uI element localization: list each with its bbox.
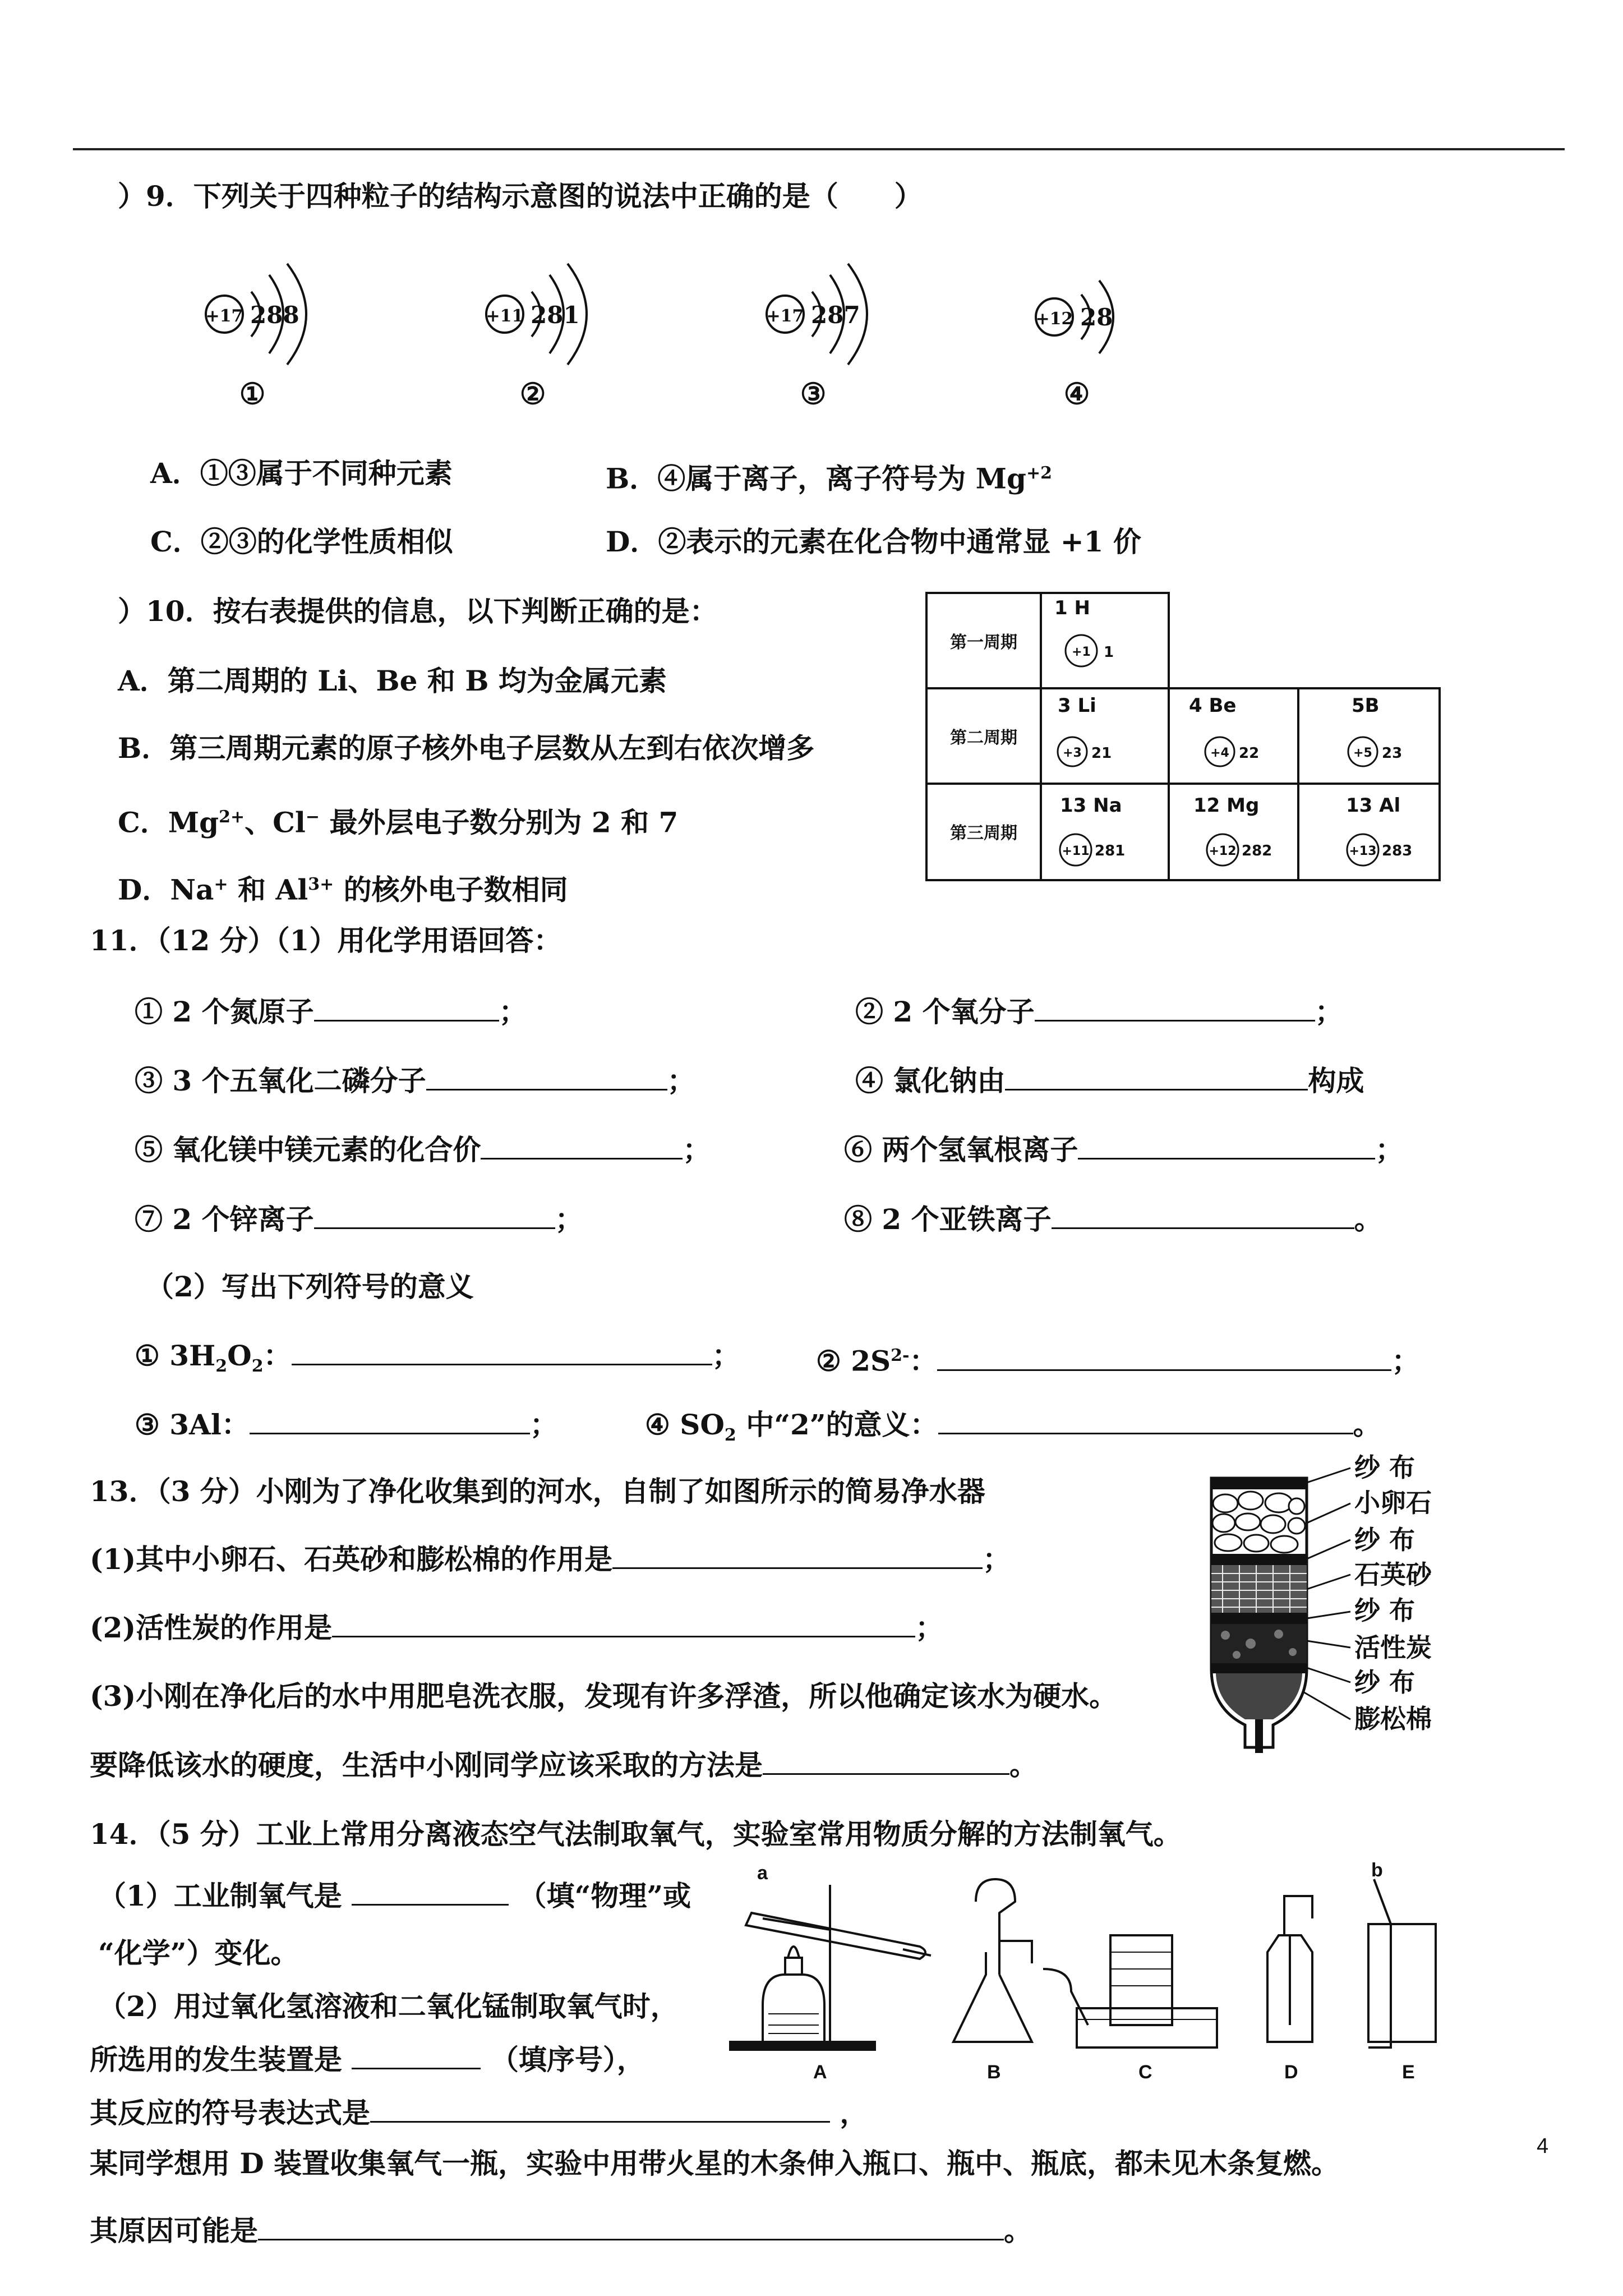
- q9-option-c: C．②③的化学性质相似: [150, 525, 453, 558]
- water-filter-diagram: [1200, 1444, 1503, 1759]
- q11-item-5: ⑤ 氧化镁中镁元素的化合价 ；: [135, 1133, 711, 1166]
- table-cell-h-nucleus: +1: [1072, 645, 1091, 659]
- apparatus-label-d: D: [1284, 2062, 1298, 2083]
- table-cell-al-nucleus: +13: [1349, 844, 1377, 858]
- table-cell-li-label: 3 Li: [1058, 694, 1096, 717]
- table-cell-na-label: 13 Na: [1060, 794, 1122, 817]
- q13-part-3: (3)小刚在净化后的水中用肥皂洗衣服，发现有许多浮渣，所以他确定该水为硬水。: [90, 1680, 1118, 1713]
- table-cell-b-nucleus: +5: [1353, 746, 1372, 760]
- q14-part-2: （2）用过氧化氢溶液和二氧化锰制取氧气时，: [98, 1990, 679, 2023]
- q11-symbol-2: ② $2S^{2-}$： ；: [816, 1344, 1420, 1378]
- apparatus-mark-b: b: [1371, 1862, 1383, 1881]
- table-cell-na-shells: 281: [1095, 843, 1126, 859]
- atom-diagram-1: [206, 264, 306, 411]
- q14-blank-2[interactable]: [352, 2045, 481, 2069]
- q13-part-1: (1)其中小卵石、石英砂和膨松棉的作用是 ；: [90, 1543, 1011, 1576]
- q14-blank-3[interactable]: [370, 2099, 830, 2123]
- page-number: 4: [1537, 2134, 1549, 2158]
- atom-2-nucleus: +11: [486, 306, 524, 326]
- q11-symbol-1: ① $3H_2O_2$： ；: [135, 1339, 740, 1376]
- q11-blank-7[interactable]: [314, 1205, 555, 1229]
- q13-stem: 13．（3 分）小刚为了净化收集到的河水，自制了如图所示的简易净水器: [90, 1475, 985, 1508]
- q10-option-c: C．$Mg^{2+}$、Cl− 最外层电子数分别为 2 和 7: [118, 806, 679, 839]
- q11-part2-heading: （2）写出下列符号的意义: [146, 1270, 474, 1303]
- q9-atom-diagrams: [185, 241, 1419, 426]
- atom-4-label: ④: [1063, 377, 1090, 411]
- q14-part-1-line2: “化学”）变化。: [98, 1936, 299, 1970]
- q11-symbol-4: ④ $SO_2$ 中“2”的意义： 。: [645, 1408, 1381, 1445]
- lab-apparatus-diagram: [729, 1862, 1458, 2087]
- filter-label-2: 小卵石: [1354, 1488, 1432, 1518]
- q11-blank-4[interactable]: [1005, 1066, 1308, 1091]
- filter-label-3: 纱 布: [1354, 1525, 1415, 1555]
- atom-diagram-3: [767, 264, 867, 411]
- q10-option-b: B．第三周期元素的原子核外电子层数从左到右依次增多: [118, 731, 815, 765]
- table-row-1-label: 第一周期: [950, 633, 1017, 652]
- atom-2-shells: 281: [531, 301, 580, 329]
- table-cell-be-label: 4 Be: [1189, 694, 1237, 717]
- q14-blank-4[interactable]: [258, 2216, 1004, 2240]
- atom-diagram-4: [1036, 280, 1113, 411]
- q14-stem: 14．（5 分）工业上常用分离液态空气法制取氧气，实验室常用物质分解的方法制氧气。: [90, 1818, 1182, 1851]
- q13-part-2: (2)活性炭的作用是 ；: [90, 1611, 944, 1644]
- q11-blank-s3[interactable]: [250, 1410, 530, 1434]
- table-cell-h-shells: 1: [1104, 644, 1114, 661]
- atom-4-nucleus: +12: [1035, 309, 1073, 329]
- table-cell-mg-shells: 282: [1242, 843, 1272, 859]
- q13-part-4: 要降低该水的硬度，生活中小刚同学应该采取的方法是 。: [90, 1749, 1038, 1782]
- atom-1-shells: 288: [250, 301, 299, 329]
- q9-stem: ）9．下列关于四种粒子的结构示意图的说法中正确的是（ ）: [118, 180, 923, 213]
- q11-item-3: ③ 3 个五氧化二磷分子 ；: [135, 1064, 695, 1097]
- table-cell-na-nucleus: +11: [1062, 844, 1090, 858]
- q9-option-a: A．①③属于不同种元素: [150, 457, 453, 490]
- q11-blank-6[interactable]: [1078, 1135, 1375, 1159]
- q14-part-3: 所选用的发生装置是 （填序号），: [90, 2043, 645, 2076]
- apparatus-mark-a: a: [757, 1862, 768, 1884]
- table-cell-mg-nucleus: +12: [1209, 844, 1237, 858]
- q9-option-b: B．④属于离子，离子符号为 $Mg^{+2}$: [606, 462, 1052, 495]
- q11-item-6: ⑥ 两个氢氧根离子 ；: [844, 1133, 1404, 1166]
- apparatus-label-b: B: [987, 2062, 1001, 2083]
- filter-label-7: 纱 布: [1354, 1667, 1415, 1697]
- atom-2-label: ②: [519, 377, 546, 411]
- table-cell-al-shells: 283: [1382, 843, 1413, 859]
- table-cell-mg-label: 12 Mg: [1193, 794, 1260, 817]
- q11-item-8: ⑧ 2 个亚铁离子 。: [844, 1203, 1382, 1236]
- q11-blank-s2[interactable]: [937, 1347, 1391, 1371]
- q14-part-5: 某同学想用 D 装置收集氧气一瓶，实验中用带火星的木条伸入瓶口、瓶中、瓶底，都未见木条复燃。: [90, 2147, 1340, 2180]
- table-cell-li-nucleus: +3: [1063, 746, 1082, 760]
- apparatus-label-a: A: [813, 2062, 827, 2083]
- apparatus-label-c: C: [1138, 2062, 1152, 2083]
- table-row-3-label: 第三周期: [950, 823, 1017, 843]
- q13-blank-2[interactable]: [332, 1613, 915, 1637]
- q11-blank-8[interactable]: [1052, 1205, 1354, 1229]
- q13-blank-1[interactable]: [612, 1545, 983, 1569]
- q9-option-d: D．②表示的元素在化合物中通常显 +1 价: [606, 525, 1141, 558]
- filter-label-5: 纱 布: [1354, 1595, 1415, 1626]
- q14-part-4: 其反应的符号表达式是 ，: [90, 2096, 868, 2129]
- q11-blank-s1[interactable]: [292, 1341, 712, 1365]
- atom-3-nucleus: +17: [766, 306, 804, 326]
- table-cell-b-label: 5B: [1352, 694, 1380, 717]
- q11-blank-3[interactable]: [426, 1066, 667, 1091]
- q13-blank-3[interactable]: [763, 1751, 1009, 1775]
- atom-4-shells: 28: [1080, 303, 1113, 331]
- q10-option-a: A．第二周期的 Li、Be 和 B 均为金属元素: [118, 664, 667, 697]
- table-cell-h-label: 1 H: [1054, 597, 1090, 619]
- q11-item-7: ⑦ 2 个锌离子 ；: [135, 1203, 583, 1236]
- q10-stem: ）10．按右表提供的信息，以下判断正确的是：: [118, 595, 718, 628]
- filter-label-4: 石英砂: [1354, 1559, 1432, 1590]
- q11-item-2: ② 2 个氧分子 ；: [855, 995, 1343, 1028]
- q14-blank-1[interactable]: [352, 1881, 509, 1906]
- filter-label-8: 膨松棉: [1354, 1704, 1432, 1734]
- filter-label-6: 活性炭: [1354, 1632, 1432, 1663]
- q11-blank-s4[interactable]: [938, 1410, 1353, 1434]
- q14-part-6: 其原因可能是 。: [90, 2214, 1032, 2247]
- filter-label-1: 纱 布: [1354, 1452, 1415, 1483]
- apparatus-label-e: E: [1402, 2062, 1415, 2083]
- table-cell-li-shells: 21: [1091, 745, 1112, 762]
- q10-option-d: D．Na+ 和 $Al^{3+}$ 的核外电子数相同: [118, 873, 568, 907]
- q11-item-4: ④ 氯化钠由 构成: [855, 1064, 1364, 1097]
- table-cell-al-label: 13 Al: [1346, 794, 1401, 817]
- table-row-2-label: 第二周期: [950, 728, 1017, 748]
- q11-blank-5[interactable]: [481, 1135, 683, 1159]
- atom-diagram-2: [486, 264, 587, 411]
- header-rule: [73, 148, 1565, 150]
- table-cell-b-shells: 23: [1382, 745, 1403, 762]
- table-cell-be-shells: 22: [1239, 745, 1260, 762]
- q11-blank-1[interactable]: [314, 997, 499, 1022]
- q10-periodic-table: [925, 592, 1441, 884]
- q11-blank-2[interactable]: [1035, 997, 1315, 1022]
- q11-item-1: ① 2 个氮原子 ；: [135, 995, 527, 1028]
- atom-3-shells: 287: [811, 301, 860, 329]
- q11-stem: 11．（12 分）（1）用化学用语回答：: [90, 924, 562, 957]
- atom-1-label: ①: [239, 377, 266, 411]
- atom-1-nucleus: +17: [205, 306, 243, 326]
- q14-part-1: （1）工业制氧气是 （填“物理”或: [98, 1879, 691, 1912]
- table-cell-be-nucleus: +4: [1210, 746, 1229, 760]
- atom-3-label: ③: [800, 377, 827, 411]
- q11-symbol-3: ③ 3Al： ；: [135, 1408, 558, 1441]
